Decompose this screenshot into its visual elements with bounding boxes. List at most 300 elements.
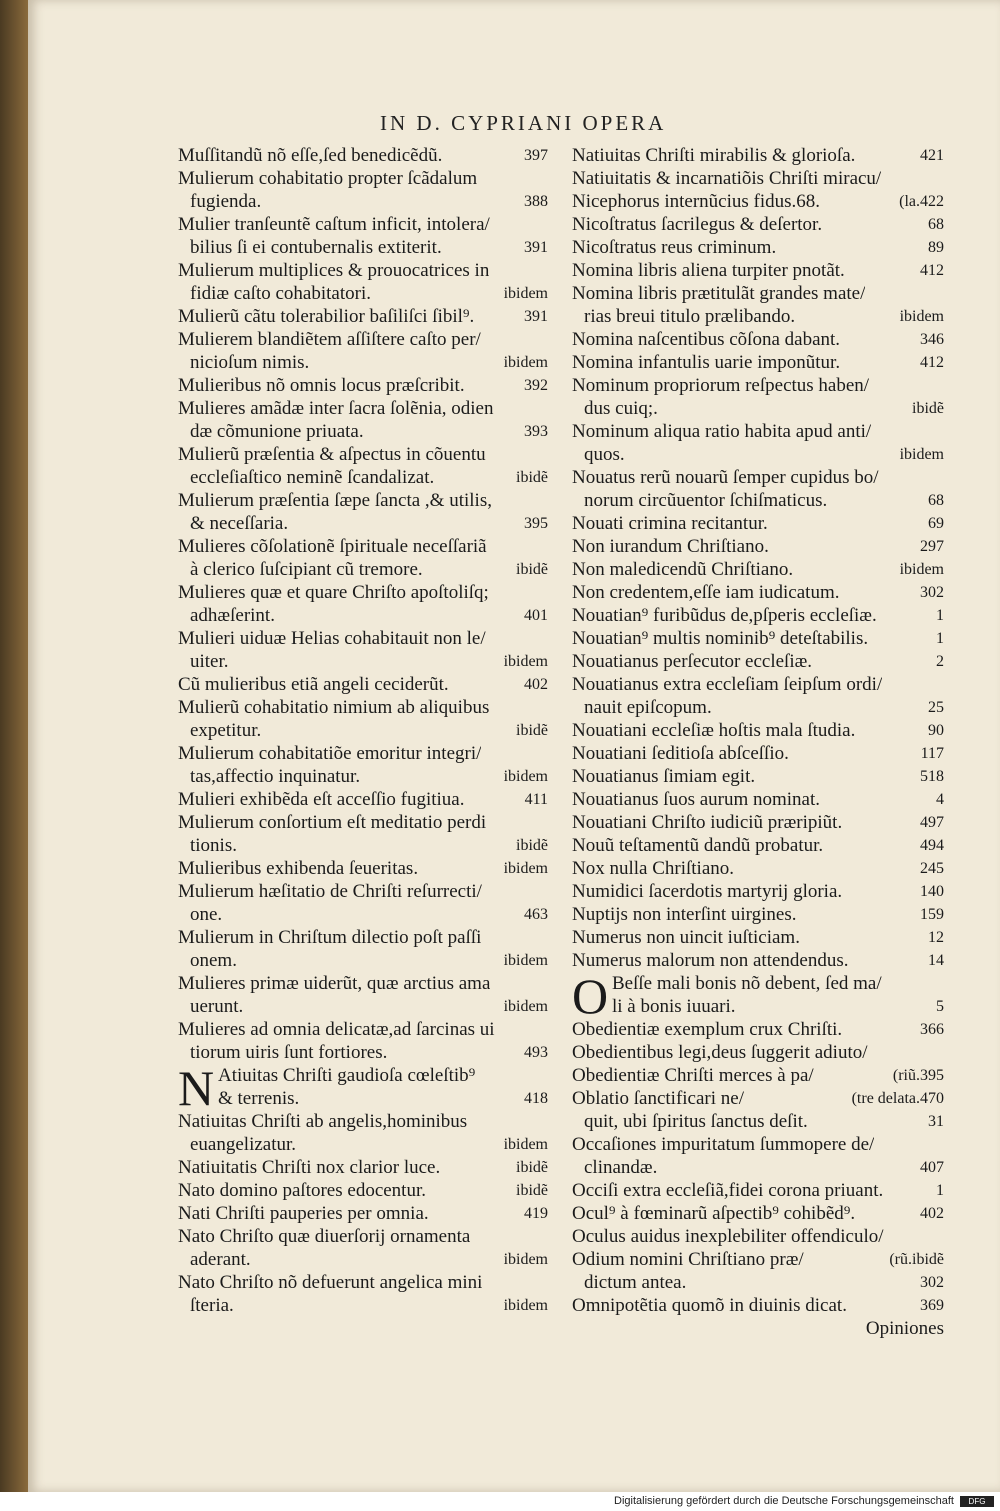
entry-page: 69 [928,515,944,532]
index-entry [572,1179,944,1202]
entry-page [542,1018,548,1041]
entry-page: 397 [524,147,548,164]
entry-page: 90 [928,722,944,739]
entry-text: Non credentem,eſſe iam iudicatum. [572,582,840,603]
index-entry [178,788,548,811]
entry-text: Nomina libris prætitulãt grandes mate/ [572,283,866,304]
index-entry [218,1087,548,1110]
index-entry [178,213,548,236]
entry-text: Nicephorus internũcius fidus.68. [572,191,821,212]
entry-page [542,489,548,512]
page-gutter [0,0,28,1492]
index-entry [178,1018,548,1041]
entry-page: ibidẽ [516,469,548,486]
entry-page: ibidem [503,952,548,969]
entry-text: Nouati crimina recitantur. [572,513,768,534]
entry-page [938,1041,944,1064]
index-entry [178,144,548,167]
entry-page [542,443,548,466]
index-entry [612,995,944,1018]
entry-page [542,1271,548,1294]
index-entry [572,1087,944,1110]
entry-text: Nominum aliqua ratio habita apud anti/ [572,421,872,442]
entry-page: 497 [920,814,944,831]
entry-page [938,466,944,489]
entry-text: euangelizatur. [190,1134,297,1155]
entry-text: tionis. [190,835,237,856]
entry-text: Occiſi extra eccleſiã,fidei corona priuant. [572,1180,884,1201]
entry-text: tas,affectio inquinatur. [190,766,361,787]
entry-text: uerunt. [190,996,244,1017]
entry-text: Ocul⁹ à fœminarũ aſpectib⁹ cohibẽd⁹. [572,1203,856,1224]
entry-text: aderant. [190,1249,251,1270]
index-entry [178,1202,548,1225]
entry-text: Obedientiæ Chriſti merces à pa/ [572,1065,814,1086]
entry-text: Mulierum multiplices & prouocatrices in [178,260,490,281]
index-entry [178,1179,548,1202]
index-entry [572,144,944,167]
entry-page [542,880,548,903]
index-entry [612,972,944,995]
entry-page [938,167,944,190]
entry-page: 297 [920,538,944,555]
index-entry [178,972,548,995]
entry-text: Natiuitatis Chriſti nox clarior luce. [178,1157,441,1178]
index-entry [572,788,944,811]
entry-text: Mulieribus nõ omnis locus præſcribit. [178,375,465,396]
entry-text: Mulieres cõſolationẽ ſpirituale neceſſariã [178,536,487,557]
index-entry [572,374,944,397]
drop-cap-n: N [178,1064,215,1110]
entry-page: ibidẽ [516,1159,548,1176]
entry-page: 402 [920,1205,944,1222]
entry-page [542,926,548,949]
entry-text: dictum antea. [584,1272,687,1293]
catchword-row [572,1317,944,1340]
index-entry [572,650,944,673]
index-entry [178,673,548,696]
index-entry [178,1271,548,1294]
index-entry [178,811,548,834]
entry-page: ibidem [503,1136,548,1153]
entry-page: 419 [524,1205,548,1222]
entry-page [542,167,548,190]
entry-page: ibidem [503,1297,548,1314]
entry-text: Oblatio ſanctificari ne/ [572,1088,744,1109]
entry-text: quos. [584,444,625,465]
entry-text: Mulierũ præſentia & aſpectus in cõuentu [178,444,486,465]
entry-text: li à bonis iuuari. [612,996,736,1017]
index-entry [572,857,944,880]
index-entry [178,512,548,535]
entry-page: 493 [524,1044,548,1061]
index-entry [178,328,548,351]
entry-text: Numerus malorum non attendendus. [572,950,849,971]
entry-text: Occaſiones impuritatum ſummopere de/ [572,1134,875,1155]
entry-page: 391 [524,239,548,256]
index-entry [178,1110,548,1133]
entry-text: Nuptijs non interſint uirgines. [572,904,797,925]
entry-text: norum circũuentor ſchiſmaticus. [584,490,828,511]
entry-text: Nouatianus ſuos aurum nominat. [572,789,821,810]
catchword: Opiniones [865,1318,944,1339]
entry-text: Mulier tranſeuntẽ caſtum inficit, intolera/ [178,214,490,235]
index-entry [572,1018,944,1041]
entry-page: ibidẽ [516,837,548,854]
index-entry [572,466,944,489]
entry-text: Nouatian⁹ furibũdus de,pſperis eccleſiæ. [572,605,877,626]
entry-page: ibidem [503,860,548,877]
index-entry [572,512,944,535]
entry-page: 392 [524,377,548,394]
index-entry [572,558,944,581]
index-entry [178,696,548,719]
entry-text: Mulierem blandiẽtem aſſiſtere caſto per/ [178,329,481,350]
index-entry [178,305,548,328]
entry-text: onem. [190,950,237,971]
entry-text: Non iurandum Chriſtiano. [572,536,769,557]
entry-text: nicioſum nimis. [190,352,310,373]
entry-page [542,742,548,765]
entry-page [542,535,548,558]
index-entry [572,236,944,259]
entry-text: Natiuitas Chriſti mirabilis & glorioſa. [572,145,856,166]
index-entry [572,604,944,627]
index-entry [178,190,548,213]
index-entry [572,811,944,834]
entry-page: 117 [920,745,944,762]
entry-text: Natiuitatis & incarnatiõis Chriſti miracu/ [572,168,882,189]
entry-text: Beſſe mali bonis nõ debent, ſed ma/ [612,973,882,994]
entry-text: Nominum propriorum reſpectus haben/ [572,375,870,396]
entry-page: ibidẽ [912,400,944,417]
index-column-right [572,144,944,1340]
entry-page: (riũ.395 [892,1067,944,1084]
index-entry [572,949,944,972]
entry-text: Mulierũ cãtu tolerabilior baſiliſci ſibil⁹. [178,306,475,327]
entry-text: & neceſſaria. [190,513,289,534]
entry-page: ibidem [899,308,944,325]
index-entry [572,535,944,558]
index-entry [572,305,944,328]
entry-text: & terrenis. [218,1088,300,1109]
index-entry [572,282,944,305]
index-entry [572,328,944,351]
entry-page: 5 [936,998,944,1015]
entry-page [542,581,548,604]
entry-text: Nouatiani ſeditioſa abſceſſio. [572,743,789,764]
entry-text: eccleſiaſtico neminẽ ſcandalizat. [190,467,435,488]
index-entry [572,1294,944,1317]
entry-page: ibidem [503,653,548,670]
entry-page [542,696,548,719]
index-entry [178,857,548,880]
entry-text: Non maledicendũ Chriſtiano. [572,559,794,580]
entry-page: 302 [920,1274,944,1291]
entry-page: 1 [936,1182,944,1199]
entry-text: nauit epiſcopum. [584,697,712,718]
entry-text: Mulieres primæ uiderũt, quæ arctius ama [178,973,491,994]
index-entry [178,880,548,903]
entry-text: Nati Chriſti pauperies per omnia. [178,1203,429,1224]
entry-text: Nicoſtratus ſacrilegus & deſertor. [572,214,823,235]
index-entry [178,489,548,512]
index-entry [178,351,548,374]
index-entry [178,374,548,397]
entry-page: 401 [524,607,548,624]
entry-page [542,972,548,995]
index-entry [572,443,944,466]
entry-text: Cũ mulieribus etiã angeli ceciderũt. [178,674,449,695]
index-entry [218,1064,548,1087]
entry-page: 391 [524,308,548,325]
entry-page: 1 [936,630,944,647]
entry-page [938,282,944,305]
index-entry [178,535,548,558]
index-entry [178,558,548,581]
entry-page [938,972,944,995]
entry-page: ibidem [503,768,548,785]
entry-page [938,1133,944,1156]
entry-text: Mulierum cohabitatio propter ſcãdalum [178,168,478,189]
entry-text: fugienda. [190,191,262,212]
entry-page: 25 [928,699,944,716]
index-entry [572,719,944,742]
index-entry [178,1294,548,1317]
entry-page: ibidem [899,446,944,463]
entry-text: Nouatiani Chriſto iudiciũ præripiũt. [572,812,843,833]
index-entry [178,719,548,742]
entry-page: 302 [920,584,944,601]
entry-page: 2 [936,653,944,670]
index-entry [178,650,548,673]
entry-text: Numerus non uincit iuſticiam. [572,927,800,948]
index-entry [572,1156,944,1179]
entry-page [542,811,548,834]
entry-page: 395 [524,515,548,532]
entry-text: Nato domino paſtores edocentur. [178,1180,426,1201]
dfg-logo: DFG [960,1496,994,1507]
index-entry [178,1133,548,1156]
index-entry [178,259,548,282]
entry-text: Mulieri uiduæ Helias cohabitauit non le/ [178,628,486,649]
index-entry [572,765,944,788]
entry-page: 393 [524,423,548,440]
entry-text: fidiæ caſto cohabitatori. [190,283,371,304]
entry-text: bilius ſi ei contubernalis extiterit. [190,237,442,258]
index-entry [178,949,548,972]
entry-page: 494 [920,837,944,854]
entry-text: Natiuitas Chriſti ab angelis,hominibus [178,1111,468,1132]
entry-page: 89 [928,239,944,256]
entry-text: Nouatian⁹ multis nominib⁹ deteſtabilis. [572,628,869,649]
entry-page: 518 [920,768,944,785]
entry-text: Numidici ſacerdotis martyrij gloria. [572,881,843,902]
entry-page [938,420,944,443]
entry-page: 421 [920,147,944,164]
index-entry [178,604,548,627]
entry-text: Mulieres amãdæ inter ſacra ſolẽnia, odien [178,398,494,419]
footer-bar [0,1492,1000,1511]
entry-page: 68 [928,492,944,509]
index-entry [178,443,548,466]
entry-page: 1 [936,607,944,624]
entry-page: 4 [936,791,944,808]
entry-page: 68 [928,216,944,233]
entry-page [542,1064,548,1087]
entries-n [178,1110,548,1317]
entry-text: Nato Chriſto nõ defuerunt angelica mini [178,1272,483,1293]
index-entry [178,903,548,926]
entry-page [542,627,548,650]
entry-page [542,1110,548,1133]
entry-page [542,397,548,420]
entry-page [938,1225,944,1248]
entry-page: 402 [524,676,548,693]
entry-text: Mulierum cohabitatiõe emoritur integri/ [178,743,482,764]
entry-page [542,328,548,351]
entry-text: Obedientiæ exemplum crux Chriſti. [572,1019,843,1040]
entry-page: ibidem [503,354,548,371]
index-entry [572,627,944,650]
index-entry [572,420,944,443]
index-entry [178,765,548,788]
index-column-left [178,144,548,1317]
index-entry [572,742,944,765]
index-entry [572,1225,944,1248]
entry-page: ibidẽ [516,561,548,578]
entry-text: quit, ubi ſpiritus ſanctus deſit. [584,1111,808,1132]
index-entry [178,282,548,305]
index-entry [572,834,944,857]
entry-page [938,374,944,397]
entries-o [572,1018,944,1317]
entry-page: (tre delata.470 [851,1090,944,1107]
entry-page: 369 [920,1297,944,1314]
index-entry [572,1202,944,1225]
entries-n2 [572,144,944,972]
index-entry [572,1041,944,1064]
entry-page: 388 [524,193,548,210]
section-n [178,1064,548,1110]
entry-text: Nicoſtratus reus criminum. [572,237,777,258]
index-entry [572,696,944,719]
entry-text: ſteria. [190,1295,234,1316]
footer-credit: Digitalisierung gefördert durch die Deutsche Forschungsgemeinschaft [614,1495,954,1507]
drop-cap-o: O [572,972,609,1018]
entry-page: 412 [920,354,944,371]
entry-page [542,213,548,236]
index-entry [178,926,548,949]
entry-text: Nouatianus extra eccleſiam ſeipſum ordi/ [572,674,883,695]
index-entry [572,397,944,420]
entry-text: Mulierum hæſitatio de Chriſti reſurrecti/ [178,881,482,902]
entry-page: 31 [928,1113,944,1130]
index-entry [572,1248,944,1271]
entry-page: ibidem [503,998,548,1015]
entry-text: Mulieribus exhibenda ſeueritas. [178,858,419,879]
entry-page: (rũ.ibidẽ [889,1251,944,1268]
entry-text: Oculus auidus inexplebiliter offendiculo/ [572,1226,884,1247]
running-head: IN D. CYPRIANI OPERA [380,111,667,135]
entry-page [938,673,944,696]
entry-text: Nouũ teſtamentũ dandũ probatur. [572,835,824,856]
entry-page: 366 [920,1021,944,1038]
entry-text: Atiuitas Chriſti gaudioſa cœleſtib⁹ [218,1065,476,1086]
index-entry [572,581,944,604]
section-o [572,972,944,1018]
entry-page: ibidẽ [516,722,548,739]
entry-text: one. [190,904,223,925]
entry-text: Mulierum conſortium eſt meditatio perdi [178,812,487,833]
index-entry [178,1225,548,1248]
index-entry [178,581,548,604]
index-entry [572,489,944,512]
entry-text: clinandæ. [584,1157,658,1178]
index-entry [572,213,944,236]
index-entry [572,1271,944,1294]
entry-text: Odium nomini Chriſtiano præ/ [572,1249,804,1270]
index-entry [178,420,548,443]
entry-page: 407 [920,1159,944,1176]
entry-text: Mulierum præſentia ſæpe ſancta ,& utilis, [178,490,492,511]
entry-text: dus cuiq;. [584,398,658,419]
entry-text: adhæſerint. [190,605,275,626]
entry-text: Mulieri exhibẽda eſt acceſſio fugitiua. [178,789,465,810]
entry-text: Nox nulla Chriſtiano. [572,858,735,879]
entry-text: Nomina libris aliena turpiter pnotãt. [572,260,845,281]
entry-page: 14 [928,952,944,969]
index-entry [178,236,548,259]
index-entry [178,1248,548,1271]
entry-text: Nouatianus ſimiam egit. [572,766,756,787]
index-entry [572,190,944,213]
entry-text: Mulieres quæ et quare Chriſto apoſtoliſq; [178,582,489,603]
entry-text: Mulierũ cohabitatio nimium ab aliquibus [178,697,490,718]
entry-text: Nouatiani eccleſiæ hoſtis mala ſtudia. [572,720,856,741]
entry-text: Muſſitandũ nõ eſſe,ſed benedicẽdũ. [178,145,443,166]
entry-text: tiorum uiris ſunt fortiores. [190,1042,388,1063]
entry-text: Nouatianus perſecutor eccleſiæ. [572,651,813,672]
entry-page: (la.422 [899,193,944,210]
index-entry [572,1064,944,1087]
index-entry [572,1110,944,1133]
entry-page: 245 [920,860,944,877]
index-entry [178,466,548,489]
entry-page: ibidẽ [516,1182,548,1199]
entry-text: uiter. [190,651,229,672]
entry-text: dæ cõmunione priuata. [190,421,364,442]
entry-text: Nouatus rerũ nouarũ ſemper cupidus bo/ [572,467,879,488]
index-entry [178,995,548,1018]
entry-page [542,259,548,282]
entry-text: Obedientibus legi,deus ſuggerit adiuto/ [572,1042,868,1063]
entry-page: 12 [928,929,944,946]
index-entry [572,259,944,282]
entries-m [178,144,548,1064]
entry-page: 463 [524,906,548,923]
entry-text: Mulieres ad omnia delicatæ,ad ſarcinas ui [178,1019,495,1040]
entry-text: Mulierum in Chriſtum dilectio poſt paſſi [178,927,482,948]
entry-page: ibidem [503,285,548,302]
entry-page: 140 [920,883,944,900]
index-entry [178,742,548,765]
index-entry [178,627,548,650]
index-entry [572,351,944,374]
entry-page: ibidem [503,1251,548,1268]
entry-text: Nato Chriſto quæ diuerſorij ornamenta [178,1226,471,1247]
index-entry [178,1041,548,1064]
